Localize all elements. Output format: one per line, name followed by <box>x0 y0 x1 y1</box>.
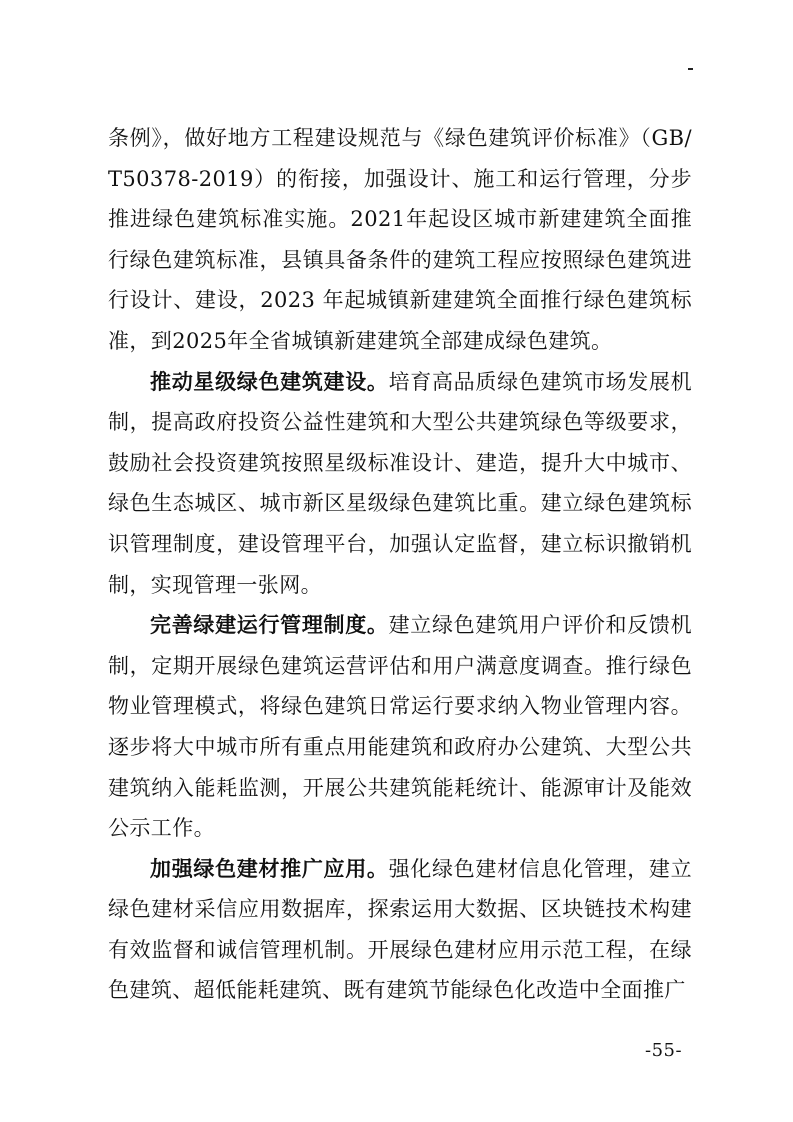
paragraph-heading: 推动星级绿色建筑建设。 <box>150 368 389 394</box>
paragraph-green-materials <box>108 849 692 1011</box>
paragraph-continuation <box>108 118 692 362</box>
paragraph-text: 建立绿色建筑用户评价和反馈机制，定期开展绿色建筑运营评估和用户满意度调查。推行绿色物业管理模式，将绿色建筑日常运行要求纳入物业管理内容。逐步将大中城市所有重点用能建筑和政府办公建筑、大型公共建筑纳入能耗监测，开展公共建筑能耗统计、能源审计及能效公示工作。 <box>108 613 692 841</box>
paragraph-text: 培育高品质绿色建筑市场发展机制，提高政府投资公益性建筑和大型公共建筑绿色等级要求，鼓励社会投资建筑按照星级标准设计、建造，提升大中城市、绿色生态城区、城市新区星级绿色建筑比重。建立绿色建筑标识管理制度，建设管理平台，加强认定监督，建立标识撤销机制，实现管理一张网。 <box>108 369 692 597</box>
paragraph-operation-management <box>108 605 692 849</box>
header-mark <box>688 68 693 70</box>
paragraph-star-rated-buildings <box>108 362 692 606</box>
paragraph-text: 强化绿色建材信息化管理，建立绿色建材采信应用数据库，探索运用大数据、区块链技术构建有效监督和诚信管理机制。开展绿色建材应用示范工程，在绿色建筑、超低能耗建筑、既有建筑节能绿色化改造中全面推广 <box>108 856 692 1003</box>
page-number: -55- <box>645 1040 683 1061</box>
document-body <box>108 118 692 1011</box>
paragraph-heading: 加强绿色建材推广应用。 <box>150 855 389 881</box>
paragraph-heading: 完善绿建运行管理制度。 <box>150 612 389 638</box>
paragraph-text: 条例》，做好地方工程建设规范与《绿色建筑评价标准》（GB/T50378-2019）的衔接，加强设计、施工和运行管理，分步推进绿色建筑标准实施。2021年起设区城市新建建筑全面推行绿色建筑标准，县镇具备条件的建筑工程应按照绿色建筑进行设计、建设，2023 年起城镇新建建筑全面推行绿色建筑标准，到2025年全省城镇新建建筑全部建成绿色建筑。 <box>108 126 692 353</box>
